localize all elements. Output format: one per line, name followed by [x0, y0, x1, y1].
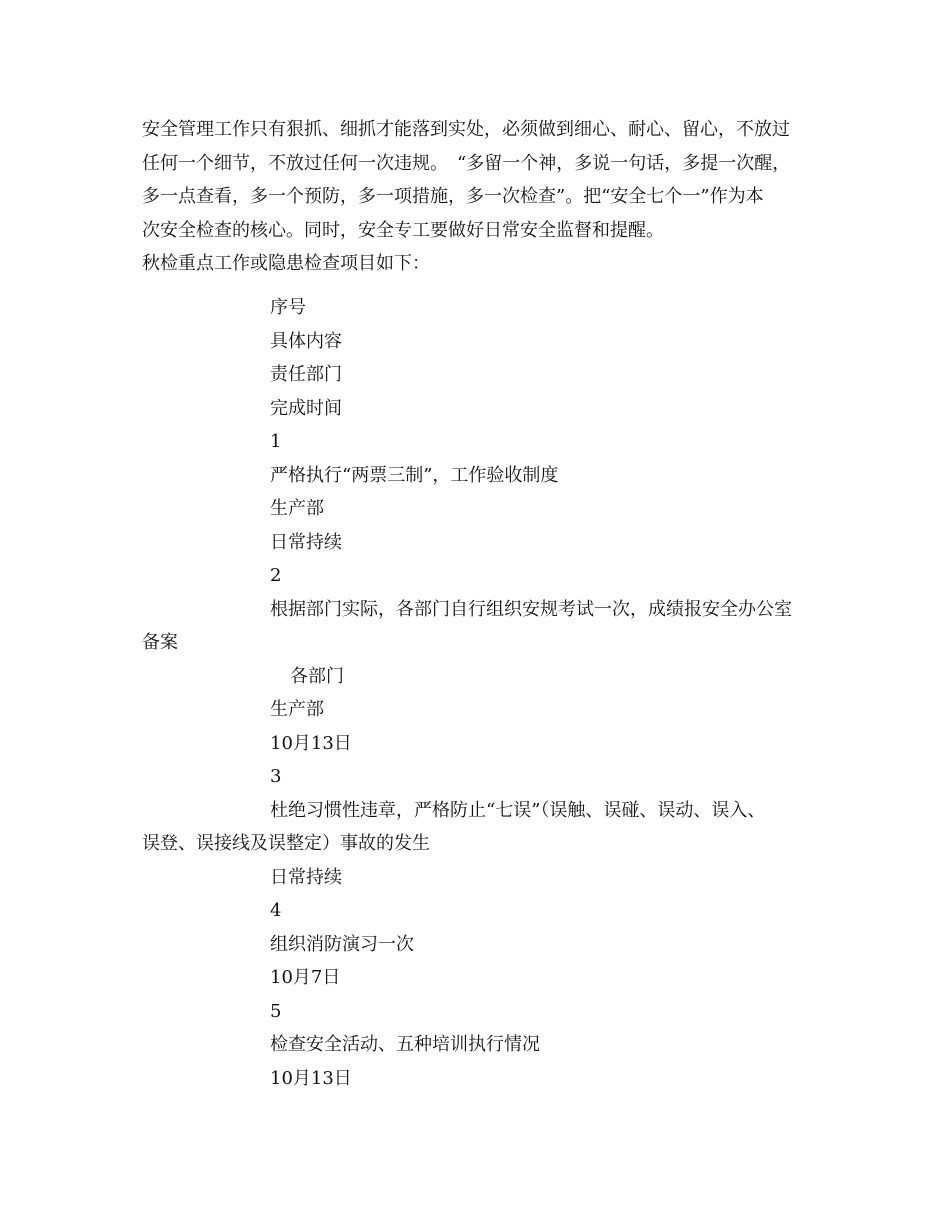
- row-1-time: 日常持续: [270, 531, 342, 553]
- row-4-content: 组织消防演习一次: [270, 933, 414, 955]
- paragraph-line: 安全管理工作只有狠抓、细抓才能落到实处，必须做到细心、耐心、留心，不放过: [142, 119, 790, 140]
- row-2-time: 10月13日: [270, 732, 352, 754]
- header-content: 具体内容: [270, 330, 342, 352]
- row-3-content-line2: 误登、误接线及误整定）事故的发生: [142, 833, 430, 854]
- row-3-content-line1: 杜绝习惯性违章，严格防止“七误”（误触、误碰、误动、误入、: [270, 799, 766, 821]
- row-5-time: 10月13日: [270, 1067, 352, 1089]
- row-5-content: 检查安全活动、五种培训执行情况: [270, 1034, 540, 1055]
- paragraph-line: 多一点查看，多一个预防，多一项措施，多一次检查”。把“安全七个一”作为本: [142, 186, 764, 207]
- row-2-dept-2: 生产部: [270, 699, 324, 720]
- row-1-dept: 生产部: [270, 498, 324, 519]
- safety-paragraph: [142, 113, 822, 247]
- row-3-time: 日常持续: [270, 866, 342, 888]
- row-2-content-line1: 根据部门实际，各部门自行组织安规考试一次，成绩报安全办公室: [270, 598, 792, 620]
- checklist-table: [142, 291, 822, 1095]
- checklist-intro: 秋检重点工作或隐患检查项目如下：: [142, 253, 430, 274]
- row-2-content-line2: 备案: [142, 632, 178, 653]
- row-1-content: 严格执行“两票三制”，工作验收制度: [270, 464, 559, 486]
- row-2-no: 2: [270, 565, 282, 586]
- row-1-no: 1: [270, 431, 282, 452]
- row-4-no: 4: [270, 900, 282, 921]
- row-2-dept-1: 各部门: [290, 665, 344, 687]
- row-5-no: 5: [270, 1000, 282, 1022]
- paragraph-line: 次安全检查的核心。同时，安全专工要做好日常安全监督和提醒。: [142, 219, 664, 241]
- header-dept: 责任部门: [270, 364, 342, 385]
- paragraph-line: 任何一个细节，不放过任何一次违规。 “多留一个神，多说一句话，多提一次醒，: [142, 152, 791, 174]
- row-4-time: 10月7日: [270, 967, 341, 988]
- header-time: 完成时间: [270, 397, 342, 419]
- row-3-no: 3: [270, 766, 282, 787]
- header-no: 序号: [270, 297, 306, 318]
